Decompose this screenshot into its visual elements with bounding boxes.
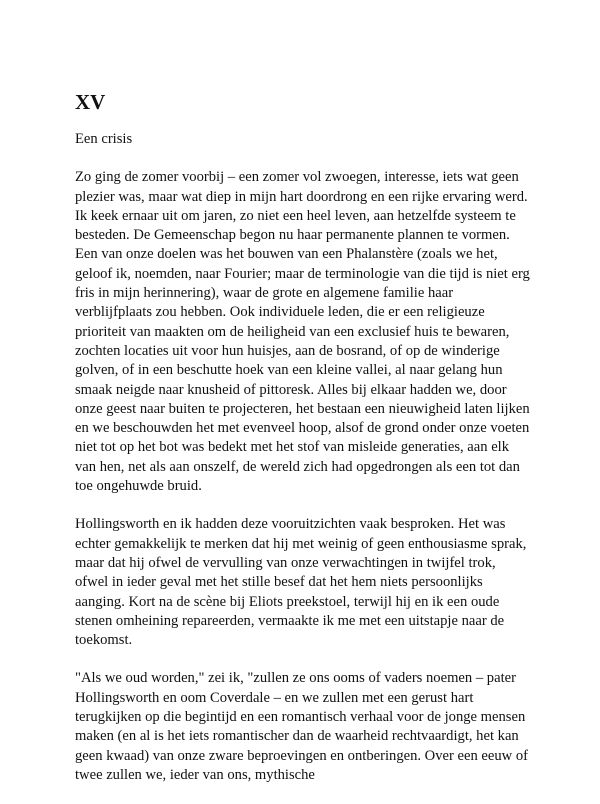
chapter-content <box>75 90 530 804</box>
paragraph-2: Hollingsworth en ik hadden deze vooruitzichten vaak besproken. Het was echter gemakkelijk te merken dat hij met weinig of geen enthousiasme sprak, maar dat hij ofwel de vervulling van onze verwachtingen in twijfel trok, ofwel in ieder geval met het stille besef dat het hem niets persoonlijks aanging. Kort na de scène bij Eliots preekstoel, terwijl hij en ik een oude stenen omheining repareerden, vermaakte ik me met een uitstapje naar de toekomst. <box>75 516 527 649</box>
paragraph-1: Zo ging de zomer voorbij – een zomer vol zwoegen, interesse, iets wat geen plezier was, maar wat diep in mijn hart doordrong en een rijke ervaring werd. Ik keek ernaar uit om jaren, zo niet een heel leven, aan hetzelfde systeem te besteden. De Gemeenschap begon nu haar permanente plannen te vormen. Een van onze doelen was het bouwen van een Phalanstère (zoals we het, geloof ik, noemden, naar Fourier; maar de terminologie van die tijd is niet erg fris in mijn herinnering), waar de grote en algemene familie haar verblijfplaats zou hebben. Ook individuele leden, die er een religieuze prioriteit van maakten om de heiligheid van een exclusief huis te bewaren, zochten locaties uit voor hun huisjes, aan de bosrand, of op de winderige golven, of in een beschutte hoek van een kleine vallei, al naar gelang hun smaak neigde naar knusheid of pittoresk. Alles bij elkaar hadden we, door onze geest naar buiten te projecteren, het bestaan een nieuwigheid laten lijken en we beschouwden het met evenveel hoop, alsof de grond onder onze voeten niet tot op het bot was bedekt met het stof van misleide generaties, aan elk van hen, net als aan onszelf, de wereld zich had opgedrongen als een tot dan toe ongehuwde bruid. <box>75 169 530 495</box>
chapter-title: Een crisis <box>75 131 133 147</box>
chapter-number: XV <box>75 90 106 114</box>
paragraph-3: "Als we oud worden," zei ik, "zullen ze ons ooms of vaders noemen – pater Hollingsworth en oom Coverdale – en we zullen met een gerust hart terugkijken op die begintijd en een romantisch verhaal voor de jonge mensen maken (en al is het iets romantischer dan de waarheid rechtvaardigt, het kan geen kwaad) van onze zware beproevingen en ontberingen. Over een eeuw of twee zullen we, ieder van ons, mythische <box>75 670 529 783</box>
